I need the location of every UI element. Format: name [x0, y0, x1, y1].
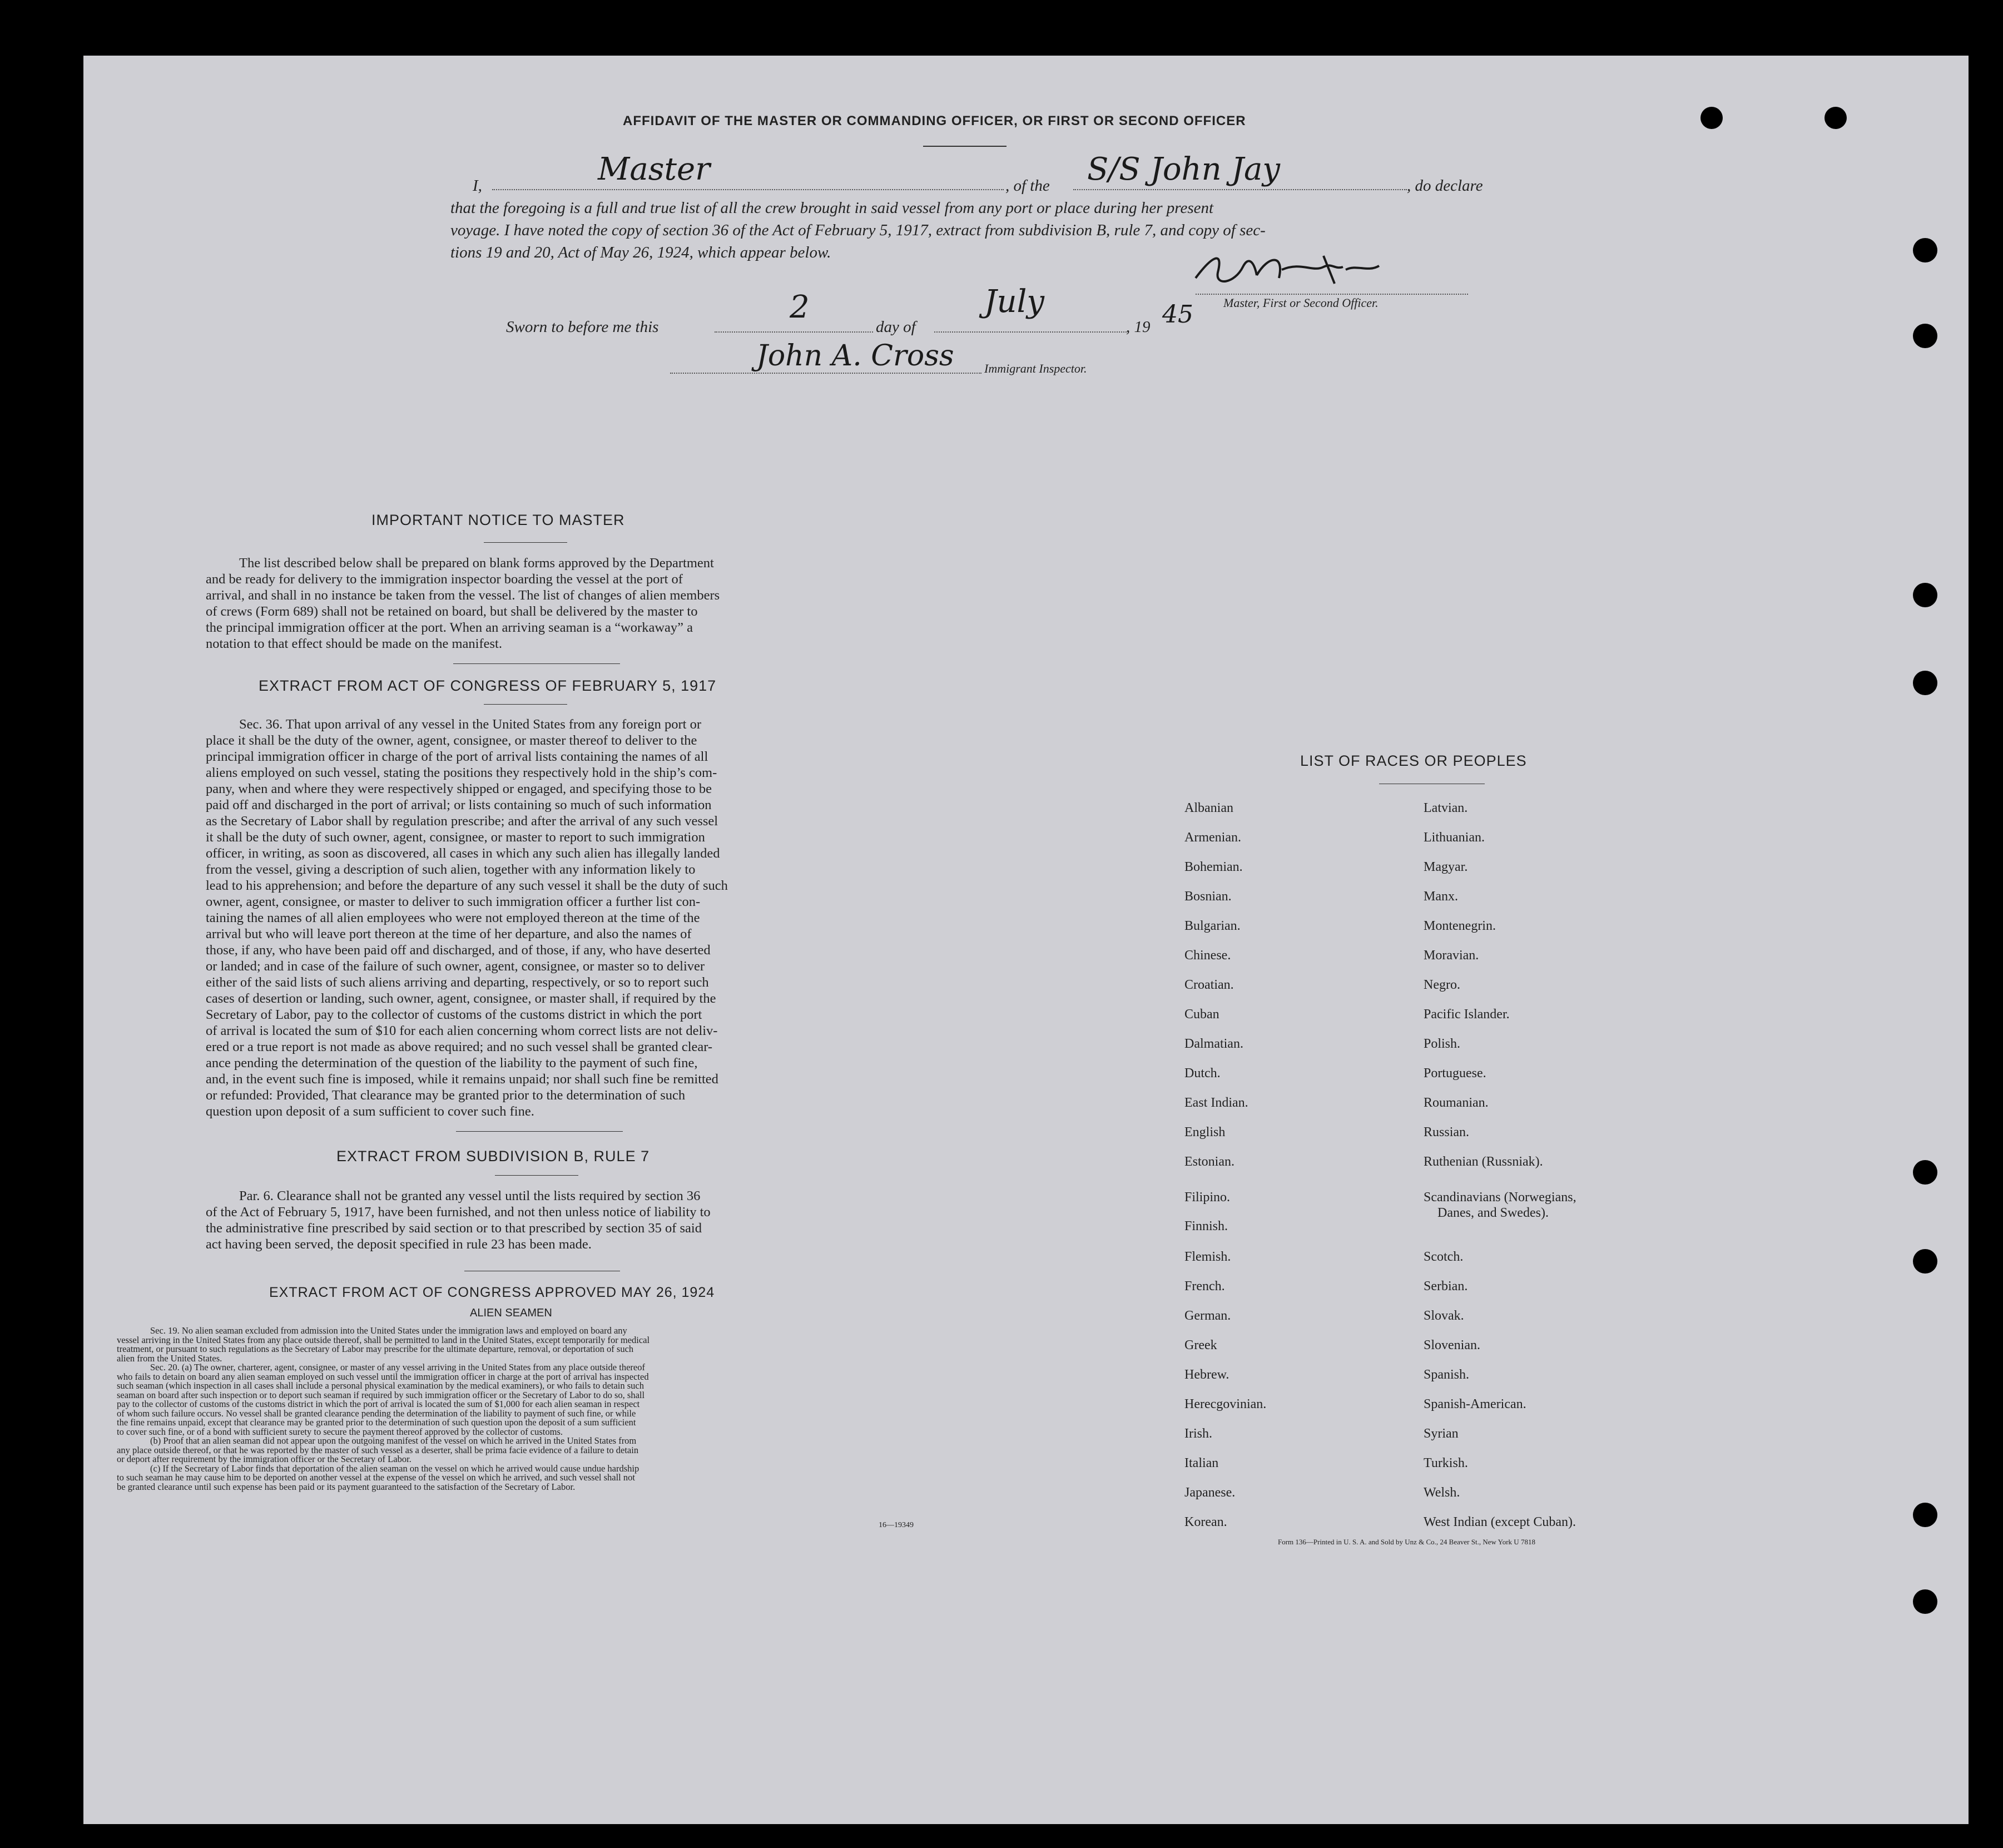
- master-name-handwriting: Master: [598, 151, 710, 187]
- text-line: act having been served, the deposit specified in rule 23 has been made.: [206, 1237, 592, 1252]
- race-item: Serbian.: [1424, 1279, 1468, 1294]
- text-line: paid off and discharged in the port of arrival; or lists containing so much of such information: [206, 797, 712, 812]
- text-line: to such seaman he may cause him to be deported on another vessel at the expense of the vessel on which he arrived, and such vessel shall not: [117, 1472, 635, 1483]
- affidavit-line1-prefix: I,: [473, 177, 482, 195]
- text-line: or deport after requirement by the immigration officer or the Secretary of Labor.: [117, 1454, 411, 1464]
- race-item: English: [1184, 1125, 1226, 1139]
- race-item: Finnish.: [1184, 1219, 1228, 1233]
- extract1924-paragraph: [117, 1326, 929, 1492]
- affidavit-line1-suffix: , do declare: [1407, 177, 1483, 195]
- text-line: and be ready for delivery to the immigration inspector boarding the vessel at the port of: [206, 572, 683, 587]
- race-item: Dalmatian.: [1184, 1037, 1243, 1051]
- punch-hole: [1913, 671, 1937, 695]
- text-line: arrival, and shall in no instance be taken from the vessel. The list of changes of alien members: [206, 588, 720, 603]
- vessel-name-handwriting: S/S John Jay: [1087, 151, 1280, 187]
- punch-hole: [1913, 1249, 1937, 1274]
- sworn-day-blank: [715, 331, 873, 333]
- race-item: Irish.: [1184, 1426, 1212, 1441]
- inspector-signature-line: [670, 373, 981, 374]
- affidavit-line4: tions 19 and 20, Act of May 26, 1924, which appear below.: [450, 244, 831, 261]
- text-line: and, in the event such fine is imposed, while it remains unpaid; nor shall such fine be remitted: [206, 1072, 718, 1087]
- text-line: Secretary of Labor, pay to the collector of customs of the customs district in which the port: [206, 1007, 702, 1022]
- section-divider: [453, 663, 620, 664]
- race-item: Manx.: [1424, 889, 1458, 904]
- race-item: Spanish-American.: [1424, 1397, 1526, 1411]
- race-item: Polish.: [1424, 1037, 1461, 1051]
- text-line: cases of desertion or landing, such owner, agent, consignee, or master shall, if required by the: [206, 991, 716, 1006]
- rule7-paragraph: [206, 1188, 840, 1252]
- text-line: as the Secretary of Labor shall by regulation prescribe; and after the arrival of any such vessel: [206, 814, 718, 829]
- text-line: from the vessel, giving a description of such alien, together with any information likely to: [206, 862, 696, 877]
- text-line: (b) Proof that an alien seaman did not appear upon the outgoing manifest of the vessel on which he arrived in the United States from: [150, 1435, 637, 1446]
- extract1924-heading: EXTRACT FROM ACT OF CONGRESS APPROVED MAY 26, 1924: [269, 1285, 715, 1300]
- notice-divider: [484, 542, 567, 543]
- extract1917-divider: [484, 704, 567, 705]
- text-line: lead to his apprehension; and before the departure of any such vessel it shall be the duty of such: [206, 878, 728, 893]
- text-line: it shall be the duty of such owner, agent, consignee, or master to report to such immigration: [206, 830, 705, 845]
- punch-hole: [1913, 583, 1937, 607]
- text-line: treatment, or pursuant to such regulations as the Secretary of Labor may prescribe for the ultimate departure, removal, or deportation of such: [117, 1344, 634, 1354]
- officer-signature-line: [1196, 294, 1468, 295]
- vessel-blank: [1073, 189, 1407, 190]
- extract1924-subheading: ALIEN SEAMEN: [470, 1307, 552, 1319]
- text-line: who fails to detain on board any alien seaman employed on such vessel until the immigration officer in charge at the port of arrival has inspected: [117, 1371, 649, 1382]
- race-item: Syrian: [1424, 1426, 1459, 1441]
- race-item: Welsh.: [1424, 1485, 1460, 1500]
- affidavit-line3: voyage. I have noted the copy of section 36 of the Act of February 5, 1917, extract from subdivision B, rule 7, and copy of sec-: [450, 221, 1266, 239]
- text-line: notation to that effect should be made on the manifest.: [206, 636, 502, 651]
- races-heading: LIST OF RACES OR PEOPLES: [1300, 752, 1527, 769]
- race-item: Pacific Islander.: [1424, 1007, 1510, 1022]
- text-line: vessel arriving in the United States from any place outside thereof, shall be permitted to land in the United States, except temporarily for medical: [117, 1334, 650, 1345]
- sworn-year-prefix: , 19: [1126, 318, 1151, 336]
- race-item: Herecgovinian.: [1184, 1397, 1267, 1411]
- race-item: Slovak.: [1424, 1309, 1464, 1323]
- punch-hole: [1913, 1160, 1937, 1185]
- text-line: seaman on board after such inspection or to deport such seaman if required by such immigration officer or the Secretary of Labor to do so, shall: [117, 1389, 645, 1400]
- punch-hole: [1913, 1503, 1937, 1527]
- race-item: Greek: [1184, 1338, 1217, 1352]
- race-item: Turkish.: [1424, 1456, 1468, 1470]
- punch-hole: [1700, 107, 1723, 129]
- race-item: East Indian.: [1184, 1096, 1248, 1110]
- text-line: owner, agent, consignee, or master to deliver to such immigration officer a further list con-: [206, 894, 701, 909]
- race-item: Korean.: [1184, 1515, 1227, 1529]
- text-line: aliens employed on such vessel, stating the positions they respectively hold in the ship’s com-: [206, 765, 717, 780]
- section-divider: [456, 1131, 623, 1132]
- race-item: Bulgarian.: [1184, 919, 1241, 933]
- text-line: (c) If the Secretary of Labor finds that deportation of the alien seaman on the vessel on which he arrived would cause undue hardship: [150, 1463, 639, 1474]
- text-line: those, if any, who have been paid off and discharged, and of those, if any, who have deserted: [206, 943, 711, 958]
- text-line: Sec. 19. No alien seaman excluded from admission into the United States under the immigration laws and employed on board any: [150, 1325, 627, 1336]
- text-line: Sec. 20. (a) The owner, charterer, agent, consignee, or master of any vessel arriving in the United States from any place outside thereof: [150, 1362, 645, 1373]
- text-line: alien from the United States.: [117, 1352, 222, 1364]
- text-line: either of the said lists of such aliens arriving and departing, respectively, or so to report such: [206, 975, 709, 990]
- race-item: Flemish.: [1184, 1250, 1231, 1264]
- sworn-prefix: Sworn to before me this: [506, 318, 659, 336]
- extract1917-heading: EXTRACT FROM ACT OF CONGRESS OF FEBRUARY 5, 1917: [259, 677, 717, 694]
- text-line: of crews (Form 689) shall not be retained on board, but shall be delivered by the master to: [206, 604, 698, 619]
- race-item: Bohemian.: [1184, 860, 1243, 874]
- affidavit-title: AFFIDAVIT OF THE MASTER OR COMMANDING OFFICER, OR FIRST OR SECOND OFFICER: [623, 113, 1246, 128]
- form-footer: Form 136—Printed in U. S. A. and Sold by Unz & Co., 24 Beaver St., New York U 7818: [1278, 1538, 1535, 1546]
- text-line: or refunded: Provided, That clearance may be granted prior to the determination of such: [206, 1088, 686, 1103]
- race-item: German.: [1184, 1309, 1231, 1323]
- race-item: Ruthenian (Russniak).: [1424, 1155, 1543, 1169]
- text-line: be granted clearance until such expense has been paid or its payment guaranteed to the satisfaction of the Secretary of Labor.: [117, 1481, 576, 1492]
- punch-hole: [1913, 1589, 1937, 1614]
- text-line: question upon deposit of a sum sufficient to cover such fine.: [206, 1104, 534, 1119]
- sworn-day-handwriting: 2: [790, 289, 810, 325]
- race-item: Spanish.: [1424, 1368, 1470, 1382]
- text-line: pany, when and where they were respectively shipped or engaged, and specifying those to be: [206, 781, 712, 796]
- race-item: Armenian.: [1184, 830, 1241, 845]
- text-line: Par. 6. Clearance shall not be granted any vessel until the lists required by section 36: [239, 1188, 701, 1203]
- name-blank: [492, 189, 1004, 190]
- race-item: Montenegrin.: [1424, 919, 1496, 933]
- text-line: the principal immigration officer at the port. When an arriving seaman is a “workaway” a: [206, 620, 693, 635]
- text-line: Sec. 36. That upon arrival of any vessel in the United States from any foreign port or: [239, 717, 701, 732]
- race-item: Lithuanian.: [1424, 830, 1485, 845]
- text-line: or landed; and in case of the failure of such owner, agent, consignee, or master so to deliver: [206, 959, 705, 974]
- text-line: officer, in writing, as soon as discovered, all cases in which any such alien has illegally landed: [206, 846, 720, 861]
- race-item: Croatian.: [1184, 978, 1234, 992]
- text-line: place it shall be the duty of the owner, agent, consignee, or master thereof to deliver to the: [206, 733, 697, 748]
- race-item: Filipino.: [1184, 1190, 1231, 1205]
- race-item: Latvian.: [1424, 801, 1468, 815]
- affidavit-line2: that the foregoing is a full and true list of all the crew brought in said vessel from any port or place during her present: [450, 199, 1214, 217]
- race-item: Negro.: [1424, 978, 1460, 992]
- race-item: Roumanian.: [1424, 1096, 1489, 1110]
- text-line: of whom such failure occurs. No vessel shall be granted clearance pending the determination of the liability to payment of such fine, or while: [117, 1408, 636, 1419]
- text-line: any place outside thereof, or that he was reported by the master of such vessel as a deserter, shall be prima facie evidence of a failure to detain: [117, 1444, 639, 1455]
- race-item: Scandinavians (Norwegians,: [1424, 1190, 1576, 1205]
- text-line: principal immigration officer in charge of the port of arrival lists containing the names of all: [206, 749, 708, 764]
- race-item: Danes, and Swedes).: [1437, 1206, 1549, 1220]
- race-item: Italian: [1184, 1456, 1219, 1470]
- text-line: ered or a true report is not made as above required; and no such vessel shall be granted clear-: [206, 1039, 713, 1054]
- text-line: the fine remains unpaid, except that clearance may be granted prior to the determination of such question upon the deposit of a sum sufficient: [117, 1417, 636, 1428]
- text-line: of arrival is located the sum of $10 for each alien concerning whom correct lists are not deliv-: [206, 1023, 718, 1038]
- punch-hole: [1824, 107, 1847, 129]
- rule7-divider: [495, 1175, 578, 1176]
- text-line: such seaman (which inspection in all cases shall include a personal physical examination by the medical examiners), or who fails to detain such: [117, 1380, 644, 1391]
- race-item: Russian.: [1424, 1125, 1470, 1139]
- race-item: Bosnian.: [1184, 889, 1232, 904]
- text-line: The list described below shall be prepared on blank forms approved by the Department: [239, 556, 714, 571]
- text-line: pay to the collector of customs of the customs district in which the port of arrival is located the sum of $1,000 for each alien seaman in respect: [117, 1399, 640, 1409]
- extract1924-code: 16—19349: [879, 1521, 914, 1529]
- affidavit-line1-mid: , of the: [1005, 177, 1050, 195]
- punch-hole: [1913, 238, 1937, 262]
- officer-label: Master, First or Second Officer.: [1223, 296, 1379, 310]
- race-item: Hebrew.: [1184, 1368, 1229, 1382]
- text-line: taining the names of all alien employees who were not employed thereon at the time of the: [206, 910, 700, 925]
- sworn-year-handwriting: 45: [1162, 300, 1193, 329]
- race-item: Estonian.: [1184, 1155, 1234, 1169]
- inspector-signature-handwriting: John A. Cross: [756, 339, 954, 373]
- notice-heading: IMPORTANT NOTICE TO MASTER: [371, 512, 625, 528]
- race-item: Japanese.: [1184, 1485, 1236, 1500]
- sworn-month-blank: [934, 331, 1129, 333]
- race-item: Moravian.: [1424, 948, 1479, 963]
- text-line: arrival but who will leave port thereon at the time of her departure, and also the names of: [206, 927, 692, 942]
- sworn-day-label: day of: [876, 318, 916, 336]
- notice-paragraph: [206, 555, 840, 652]
- extract1917-paragraph: [206, 716, 840, 1119]
- sworn-month-handwriting: July: [984, 284, 1045, 320]
- race-item: West Indian (except Cuban).: [1424, 1515, 1576, 1529]
- punch-hole: [1913, 324, 1937, 348]
- race-item: Chinese.: [1184, 948, 1231, 963]
- race-item: Magyar.: [1424, 860, 1468, 874]
- rule7-heading: EXTRACT FROM SUBDIVISION B, RULE 7: [336, 1148, 650, 1165]
- text-line: ance pending the determination of the question of the liability to the payment of such fine,: [206, 1056, 698, 1071]
- inspector-label: Immigrant Inspector.: [984, 361, 1087, 375]
- text-line: the administrative fine prescribed by said section or to that prescribed by section 35 of said: [206, 1221, 702, 1236]
- race-item: Portuguese.: [1424, 1066, 1486, 1081]
- race-item: Scotch.: [1424, 1250, 1464, 1264]
- text-line: to cover such fine, or of a bond with sufficient surety to secure the payment thereof approved by the collector of customs.: [117, 1426, 563, 1437]
- text-line: of the Act of February 5, 1917, have been furnished, and not then unless notice of liability to: [206, 1205, 711, 1220]
- race-item: Slovenian.: [1424, 1338, 1480, 1352]
- officer-signature: [1190, 245, 1401, 298]
- title-divider: [923, 146, 1007, 147]
- race-item: Cuban: [1184, 1007, 1219, 1022]
- race-item: Dutch.: [1184, 1066, 1221, 1081]
- race-item: Albanian: [1184, 801, 1233, 815]
- race-item: French.: [1184, 1279, 1225, 1294]
